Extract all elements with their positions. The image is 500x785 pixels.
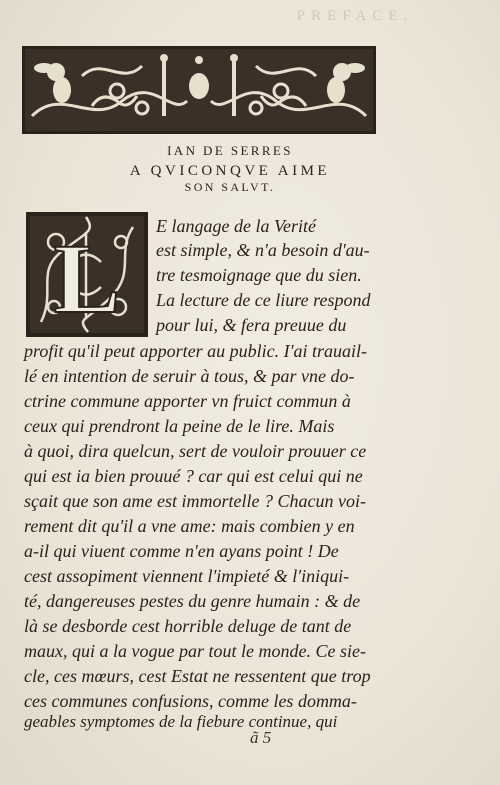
text-line: a-il qui viuent comme n'en ayans point ! De [24, 541, 339, 561]
text-line: sçait que son ame est immortelle ? Chacun voi- [24, 491, 366, 511]
heading-line-3: SON SALVT. [184, 180, 276, 194]
heading-author: IAN DE SERRES [167, 143, 293, 158]
text-line: maux, qui a la vogue par tout le monde. Ce sie- [24, 641, 366, 661]
heading-line-2: A QVICONQVE AIME [129, 163, 331, 179]
text-line: té, dangereuses pestes du genre humain : & de [24, 591, 361, 611]
signature-mark: ã 5 [250, 728, 272, 747]
text-line: cle, ces mœurs, cest Estat ne ressentent que trop [24, 666, 371, 686]
decorated-initial-block [26, 212, 148, 337]
drop-cap-letter: L [53, 223, 121, 334]
text-line: là se desborde cest horrible deluge de tant de [24, 616, 352, 636]
text-line: geables symptomes de la fiebure continue, qui [24, 712, 338, 731]
text-line: ceux qui prendront la peine de le lire. Mais [24, 416, 335, 436]
text-line: est simple, & n'a besoin d'au- [156, 240, 370, 260]
text-line: tre tesmoignage que du sien. [156, 265, 362, 285]
text-line: à quoi, dira quelcun, sert de vouloir prouuer ce [24, 441, 367, 461]
woodcut-headpiece-ornament [22, 46, 376, 134]
text-line: cest assopiment viennent l'impieté & l'iniqui- [24, 566, 350, 586]
text-line: qui est ia bien prouué ? car qui est celui qui ne [24, 466, 363, 486]
ghost-running-header: PREFACE. [296, 8, 414, 24]
text-line: pour lui, & fera preuue du [156, 315, 347, 335]
text-line: La lecture de ce liure respond [156, 290, 371, 310]
text-line: E langage de la Verité [156, 216, 316, 236]
text-line: rement dit qu'il a vne ame: mais combien y en [24, 516, 355, 536]
text-line: lé en intention de seruir à tous, & par vne do- [24, 366, 355, 386]
text-line: ctrine commune apporter vn fruict commun à [24, 391, 351, 411]
text-line: ces communes confusions, comme les domma- [24, 691, 357, 711]
text-line: profit qu'il peut apporter au public. I'ai trauail- [24, 341, 368, 361]
